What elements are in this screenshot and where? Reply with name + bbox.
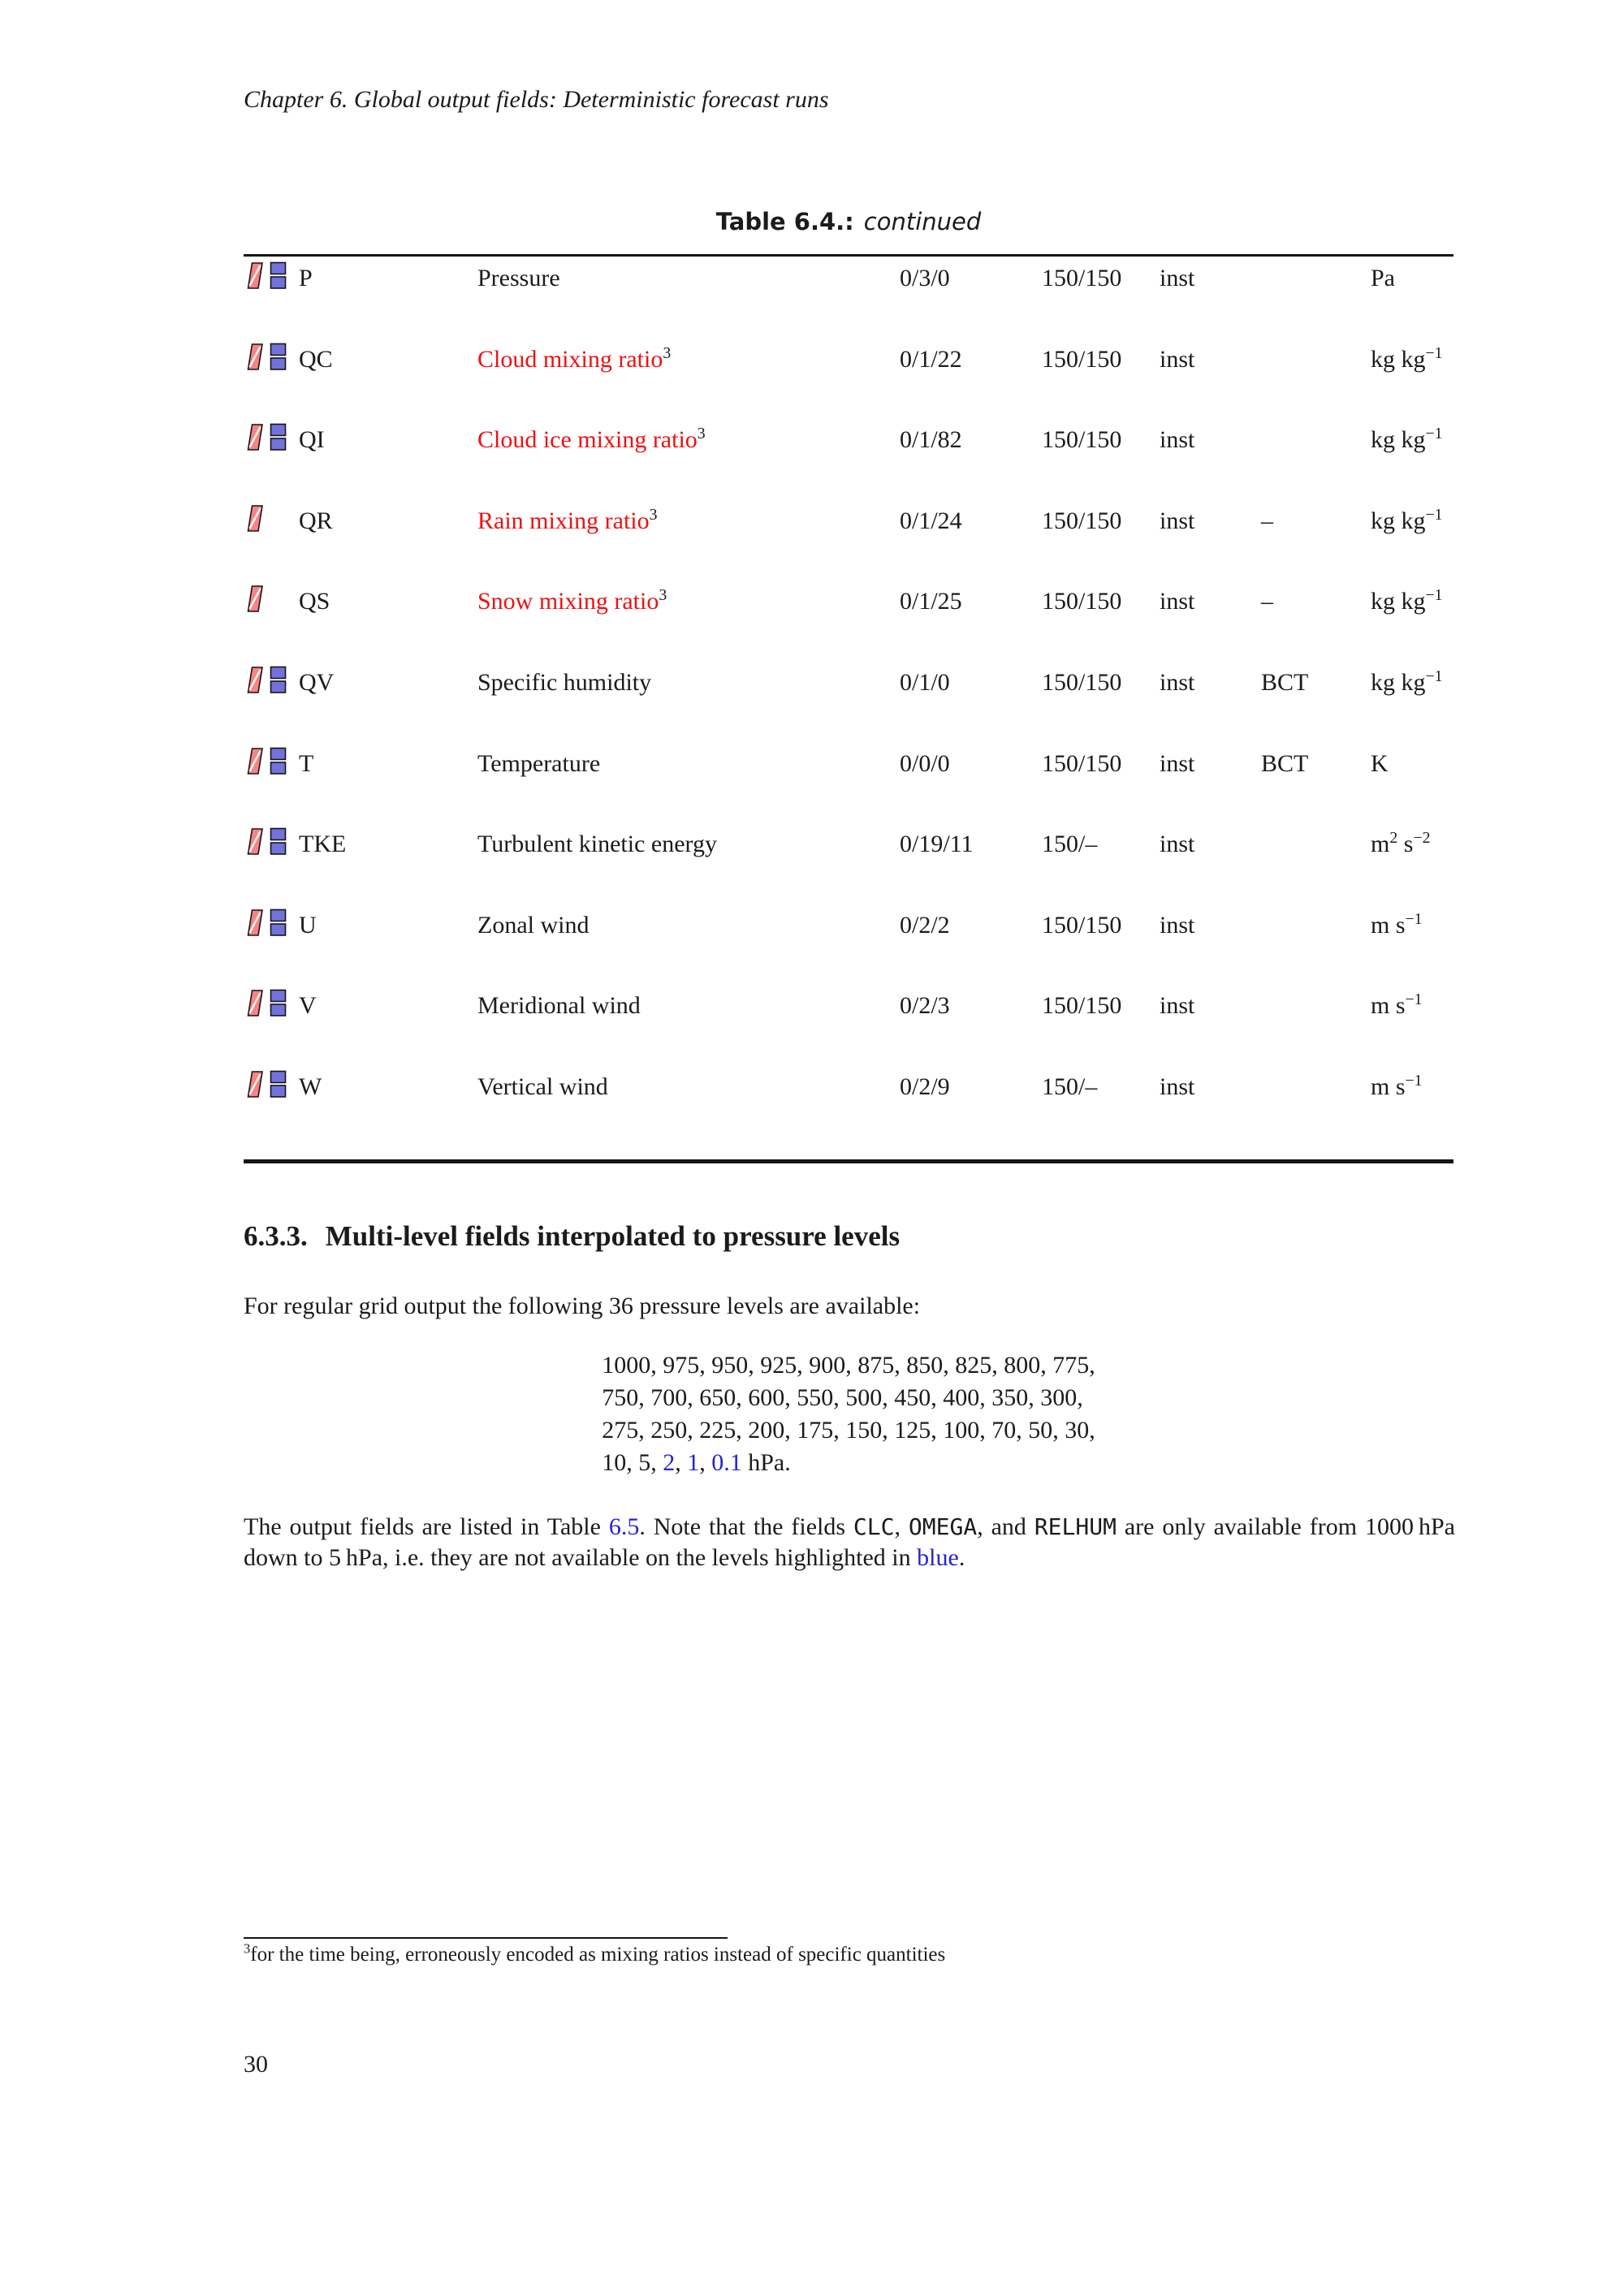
- grid-availability-icons: [245, 827, 288, 856]
- table-row: [244, 507, 1453, 561]
- field-shortname: T: [299, 749, 314, 777]
- field-shortname: U: [299, 911, 317, 939]
- grid-availability-icons: [245, 504, 264, 533]
- table-row: [244, 426, 1453, 480]
- grid-availability-icons: [245, 1070, 288, 1098]
- grid-availability-icons: [245, 908, 288, 937]
- field-flag: –: [1261, 588, 1273, 615]
- field-time-type: inst: [1160, 911, 1195, 939]
- field-code-numbers: 0/0/0: [900, 749, 950, 777]
- footnote-marker: 3: [244, 1940, 251, 1957]
- blue-split-box-icon: [270, 666, 288, 694]
- footnote-marker: 3: [663, 343, 672, 362]
- field-description: Rain mixing ratio$^3$: [477, 505, 658, 534]
- blue-split-box-icon: [270, 423, 288, 451]
- red-slashed-box-icon: [245, 666, 264, 694]
- field-shortname: QI: [299, 426, 325, 454]
- field-description: Cloud mixing ratio$^3$: [477, 343, 672, 373]
- grid-availability-icons: [245, 989, 288, 1017]
- paragraph-text: are only available from 1000 hPa down to 5 hPa, i.e. they are not available on the levels highlighted in: [244, 1513, 1455, 1571]
- pressure-levels-line: [602, 1414, 1095, 1447]
- pressure-levels-line: [602, 1447, 1095, 1479]
- footnote-marker: 3: [697, 425, 706, 443]
- pressure-levels-list: [602, 1349, 1095, 1479]
- field-unit: [1371, 1073, 1423, 1101]
- pressure-level-highlight: 0.1: [711, 1449, 742, 1476]
- footnote-rule: [244, 1937, 728, 1939]
- blue-split-box-icon: [270, 1070, 288, 1098]
- table-row: [244, 588, 1453, 641]
- inline-field-code: CLC: [853, 1513, 895, 1540]
- pressure-levels-text: 750, 700, 650, 600, 550, 500, 450, 400, 350, 300,: [602, 1384, 1083, 1411]
- pressure-levels-block: [244, 1349, 1453, 1479]
- field-code-numbers: 0/19/11: [900, 831, 974, 858]
- red-slashed-box-icon: [245, 908, 264, 937]
- pressure-levels-line: [602, 1349, 1095, 1382]
- footnote: [244, 1940, 946, 1966]
- field-description: Cloud ice mixing ratio$^3$: [477, 425, 706, 454]
- grid-availability-icons: [245, 343, 288, 371]
- table-row: [244, 1073, 1453, 1127]
- field-unit-part: m s: [1371, 1073, 1406, 1100]
- table-6-5-link[interactable]: 6.5: [608, 1513, 640, 1540]
- pressure-level-highlight: 2: [663, 1449, 676, 1476]
- table-row: [244, 343, 1453, 399]
- blue-split-box-icon: [270, 261, 288, 290]
- field-shortname: QV: [299, 669, 335, 696]
- field-unit-part: kg kg: [1371, 345, 1426, 373]
- table-row: [244, 265, 1453, 318]
- field-description: Zonal wind: [477, 911, 590, 939]
- field-unit: [1371, 669, 1443, 697]
- field-unit-part: kg kg: [1371, 507, 1426, 534]
- field-levels: 150/–: [1042, 831, 1098, 858]
- field-time-type: inst: [1160, 669, 1195, 696]
- pressure-levels-text: hPa.: [741, 1449, 791, 1476]
- grid-availability-icons: [245, 747, 288, 775]
- field-flag: BCT: [1261, 669, 1309, 696]
- field-unit-part: −1: [1425, 343, 1443, 362]
- pressure-level-highlight: 1: [687, 1449, 700, 1476]
- field-unit-part: kg kg: [1371, 588, 1426, 615]
- field-code-numbers: 0/1/82: [900, 426, 962, 454]
- paragraph-text: .: [958, 1544, 965, 1571]
- field-unit: [1371, 507, 1443, 535]
- field-code-numbers: 0/2/9: [900, 1073, 950, 1100]
- field-description: Pressure: [477, 265, 560, 291]
- field-time-type: inst: [1160, 265, 1195, 291]
- grid-availability-icons: [245, 261, 288, 290]
- field-levels: 150/150: [1042, 426, 1122, 454]
- field-code-numbers: 0/1/24: [900, 507, 962, 534]
- footnote-marker: 3: [659, 586, 667, 605]
- field-time-type: inst: [1160, 345, 1195, 373]
- field-levels: 150/150: [1042, 911, 1122, 939]
- red-slashed-box-icon: [245, 1070, 264, 1098]
- field-unit-part: −1: [1425, 586, 1443, 605]
- section-title: Multi-level fields interpolated to pressure levels: [325, 1220, 901, 1252]
- field-shortname: QC: [299, 345, 333, 373]
- footnote-marker: 3: [649, 505, 658, 524]
- field-flag: –: [1261, 507, 1273, 534]
- field-code-numbers: 0/1/22: [900, 345, 962, 373]
- grid-availability-icons: [245, 666, 288, 694]
- field-time-type: inst: [1160, 588, 1195, 615]
- grid-availability-icons: [245, 585, 264, 613]
- field-unit-part: −2: [1413, 829, 1431, 848]
- field-unit-part: m: [1371, 831, 1390, 858]
- blue-word: blue: [917, 1544, 959, 1571]
- field-code-numbers: 0/2/2: [900, 911, 950, 939]
- table-bottom-rule: [244, 1159, 1453, 1163]
- field-unit-part: kg kg: [1371, 426, 1426, 454]
- blue-split-box-icon: [270, 908, 288, 937]
- field-unit-part: −1: [1405, 909, 1423, 928]
- field-unit: [1371, 909, 1423, 939]
- field-levels: 150/–: [1042, 1073, 1098, 1100]
- pressure-levels-text: 10, 5,: [602, 1449, 663, 1476]
- field-description: Turbulent kinetic energy: [477, 831, 717, 858]
- field-unit-part: −1: [1425, 667, 1443, 685]
- field-unit-part: −1: [1425, 425, 1443, 443]
- field-levels: 150/150: [1042, 669, 1122, 696]
- field-unit-part: Pa: [1371, 265, 1395, 291]
- red-slashed-box-icon: [245, 423, 264, 451]
- field-description: Snow mixing ratio$^3$: [477, 586, 667, 615]
- red-slashed-box-icon: [245, 261, 264, 290]
- field-unit: [1371, 426, 1443, 454]
- field-unit-part: −1: [1425, 505, 1443, 524]
- field-unit-part: m s: [1371, 911, 1406, 939]
- red-slashed-box-icon: [245, 747, 264, 775]
- field-time-type: inst: [1160, 1073, 1195, 1100]
- table-caption-note: continued: [863, 208, 982, 235]
- field-shortname: V: [299, 992, 317, 1020]
- field-unit-part: s: [1397, 831, 1414, 858]
- field-levels: 150/150: [1042, 588, 1122, 615]
- red-slashed-box-icon: [245, 827, 264, 856]
- field-shortname: TKE: [299, 831, 347, 858]
- chapter-running-header: Chapter 6. Global output fields: Deterministic forecast runs: [244, 86, 829, 113]
- paragraph-text: . Note that the fields: [639, 1513, 853, 1540]
- outro-paragraph: [244, 1512, 1455, 1573]
- field-unit-part: 2: [1389, 829, 1398, 848]
- field-unit: [1371, 343, 1443, 373]
- field-unit: [1371, 992, 1423, 1020]
- blue-split-box-icon: [270, 343, 288, 371]
- field-levels: 150/150: [1042, 345, 1122, 373]
- table-row: [244, 909, 1453, 965]
- field-description: Vertical wind: [477, 1073, 608, 1100]
- field-levels: 150/150: [1042, 992, 1122, 1020]
- field-unit-part: K: [1371, 749, 1389, 777]
- section-number: 6.3.3.: [244, 1220, 308, 1252]
- page-number: 30: [244, 2051, 268, 2078]
- field-unit: [1371, 588, 1443, 615]
- red-slashed-box-icon: [245, 989, 264, 1017]
- field-time-type: inst: [1160, 992, 1195, 1020]
- section-heading: [244, 1220, 900, 1253]
- field-levels: 150/150: [1042, 507, 1122, 534]
- field-time-type: inst: [1160, 507, 1195, 534]
- inline-field-code: RELHUM: [1034, 1513, 1116, 1540]
- pressure-levels-text: 275, 250, 225, 200, 175, 150, 125, 100, 70, 50, 30,: [602, 1417, 1095, 1444]
- field-shortname: P: [299, 265, 313, 291]
- red-slashed-box-icon: [245, 343, 264, 371]
- pressure-levels-text: ,: [675, 1449, 688, 1476]
- blue-split-box-icon: [270, 989, 288, 1017]
- field-levels: 150/150: [1042, 749, 1122, 777]
- pressure-levels-text: ,: [699, 1449, 712, 1476]
- paragraph-text: The output fields are listed in Table: [244, 1513, 609, 1540]
- field-shortname: QR: [299, 507, 333, 534]
- field-shortname: QS: [299, 588, 330, 615]
- field-unit-part: −1: [1405, 1072, 1423, 1090]
- inline-field-code: OMEGA: [908, 1513, 978, 1540]
- field-unit-part: m s: [1371, 992, 1406, 1020]
- field-shortname: W: [299, 1073, 322, 1100]
- field-code-numbers: 0/3/0: [900, 265, 950, 291]
- blue-split-box-icon: [270, 827, 288, 856]
- intro-paragraph: For regular grid output the following 36 pressure levels are available:: [244, 1293, 921, 1319]
- field-code-numbers: 0/1/25: [900, 588, 962, 615]
- field-unit: [1371, 750, 1389, 778]
- field-levels: 150/150: [1042, 265, 1122, 291]
- field-time-type: inst: [1160, 749, 1195, 777]
- pressure-levels-line: [602, 1382, 1095, 1414]
- footnote-text: for the time being, erroneously encoded as mixing ratios instead of specific quantities: [250, 1944, 946, 1966]
- red-slashed-box-icon: [245, 585, 264, 613]
- table-row: [244, 750, 1453, 804]
- field-flag: BCT: [1261, 749, 1309, 777]
- field-code-numbers: 0/1/0: [900, 669, 950, 696]
- pressure-levels-text: 1000, 975, 950, 925, 900, 875, 850, 825, 800, 775,: [602, 1352, 1095, 1379]
- table-row: [244, 992, 1453, 1046]
- table-caption-label: Table 6.4.:: [715, 208, 854, 235]
- table-caption: [244, 208, 1453, 235]
- paragraph-text: ,: [894, 1513, 909, 1540]
- field-time-type: inst: [1160, 426, 1195, 454]
- red-slashed-box-icon: [245, 504, 264, 533]
- field-description: Meridional wind: [477, 992, 641, 1020]
- field-unit: [1371, 831, 1430, 858]
- blue-split-box-icon: [270, 747, 288, 775]
- field-description: Specific humidity: [477, 669, 652, 696]
- table-row: [244, 669, 1453, 723]
- table-top-rule: [244, 254, 1453, 257]
- field-unit-part: kg kg: [1371, 669, 1426, 696]
- table-row: [244, 831, 1453, 884]
- field-time-type: inst: [1160, 831, 1195, 858]
- field-unit-part: −1: [1405, 990, 1423, 1009]
- field-unit: [1371, 265, 1395, 292]
- paragraph-text: , and: [977, 1513, 1034, 1540]
- field-description: Temperature: [477, 749, 601, 777]
- grid-availability-icons: [245, 423, 288, 451]
- field-code-numbers: 0/2/3: [900, 992, 950, 1020]
